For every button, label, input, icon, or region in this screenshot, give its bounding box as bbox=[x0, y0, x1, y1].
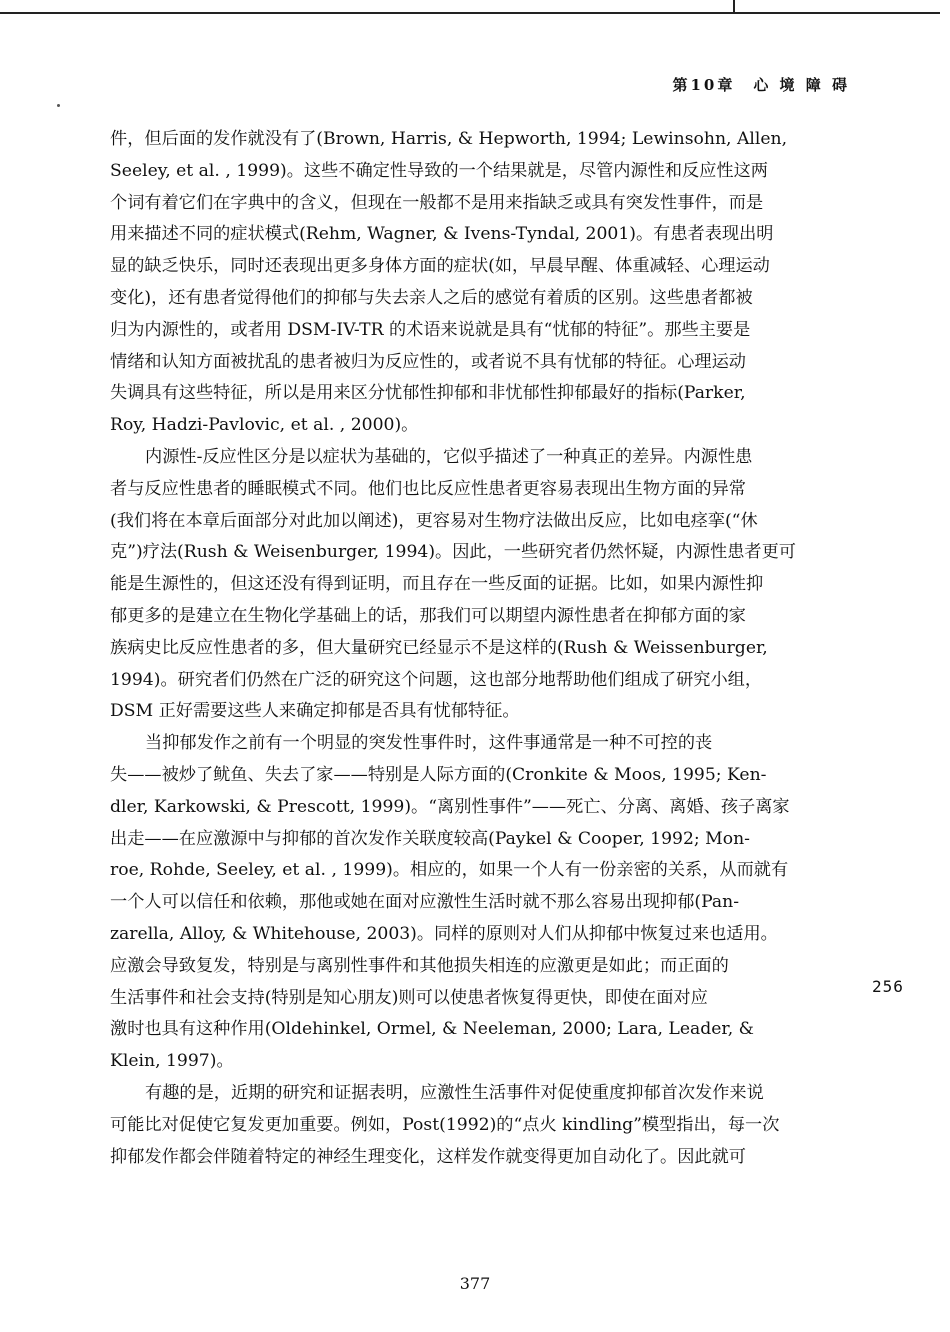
top-rule-tick bbox=[733, 0, 735, 14]
text-line: 克”)疗法(Rush & Weisenburger, 1994)。因此，一些研究者仍然怀疑，内源性患者更可 bbox=[110, 542, 796, 563]
paragraph-first-line: 有趣的是，近期的研究和证据表明，应激性生活事件对促使重度抑郁首次发作来说 bbox=[145, 1082, 764, 1103]
top-rule bbox=[0, 12, 940, 14]
body-text bbox=[110, 124, 835, 1173]
text-line: 失——被炒了鱿鱼、失去了家——特别是人际方面的(Cronkite & Moos, 1995; Ken- bbox=[110, 764, 767, 785]
text-line: 抑郁发作都会伴随着特定的神经生理变化，这样发作就变得更加自动化了。因此就可 bbox=[110, 1146, 746, 1167]
text-line: Klein, 1997)。 bbox=[110, 1051, 234, 1072]
scan-speck bbox=[57, 104, 60, 107]
text-line: 变化)，还有患者觉得他们的抑郁与失去亲人之后的感觉有着质的区别。这些患者都被 bbox=[110, 287, 753, 308]
text-line: 激时也具有这种作用(Oldehinkel, Ormel, & Neeleman, 2000; Lara, Leader, & bbox=[110, 1019, 754, 1040]
text-line: 者与反应性患者的睡眠模式不同。他们也比反应性患者更容易表现出生物方面的异常 bbox=[110, 478, 746, 499]
text-line: roe, Rohde, Seeley, et al. , 1999)。相应的，如果一个人有一份亲密的关系，从而就有 bbox=[110, 860, 789, 881]
text-line: 显的缺乏快乐，同时还表现出更多身体方面的症状(如，早晨早醒、体重减轻、心理运动 bbox=[110, 256, 770, 277]
text-line: 件，但后面的发作就没有了(Brown, Harris, & Hepworth, 1994; Lewinsohn, Allen, bbox=[110, 129, 788, 149]
text-line: 用来描述不同的症状模式(Rehm, Wagner, & Ivens-Tyndal, 2001)。有患者表现出明 bbox=[110, 224, 774, 245]
text-line: 1994)。研究者们仍然在广泛的研究这个问题，这也部分地帮助他们组成了研究小组， bbox=[110, 669, 763, 690]
text-line: 出走——在应激源中与抑郁的首次发作关联度较高(Paykel & Cooper, 1992; Mon- bbox=[110, 828, 750, 849]
text-line: 一个人可以信任和依赖，那他或她在面对应激性生活时就不那么容易出现抑郁(Pan- bbox=[110, 892, 739, 913]
text-line: Seeley, et al. , 1999)。这些不确定性导致的一个结果就是，尽管内源性和反应性这两 bbox=[110, 160, 768, 181]
text-line: 失调具有这些特征，所以是用来区分忧郁性抑郁和非忧郁性抑郁最好的指标(Parker, bbox=[110, 383, 746, 404]
text-line: Roy, Hadzi-Pavlovic, et al. , 2000)。 bbox=[110, 415, 419, 436]
text-line: DSM 正好需要这些人来确定抑郁是否具有忧郁特征。 bbox=[110, 701, 520, 722]
text-line: zarella, Alloy, & Whitehouse, 2003)。同样的原则对人们从抑郁中恢复过来也适用。 bbox=[110, 923, 778, 944]
text-line: dler, Karkowski, & Prescott, 1999)。“离别性事件”——死亡、分离、离婚、孩子离家 bbox=[110, 796, 790, 817]
text-line: 情绪和认知方面被扰乱的患者被归为反应性的，或者说不具有忧郁的特征。心理运动 bbox=[110, 351, 746, 372]
text-line: 归为内源性的，或者用 DSM-IV-TR 的术语来说就是具有“忧郁的特征”。那些主要是 bbox=[110, 319, 751, 340]
margin-page-number: 256 bbox=[872, 977, 904, 996]
text-line: 个词有着它们在字典中的含义，但现在一般都不是用来指缺乏或具有突发性事件，而是 bbox=[110, 192, 764, 213]
text-line: 可能比对促使它复发更加重要。例如，Post(1992)的“点火 kindling”模型指出，每一次 bbox=[110, 1114, 780, 1135]
text-line: 族病史比反应性患者的多，但大量研究已经显示不是这样的(Rush & Weissenburger, bbox=[110, 637, 768, 658]
text-line: 应激会导致复发，特别是与离别性事件和其他损失相连的应激更是如此；而正面的 bbox=[110, 955, 729, 976]
text-line: 生活事件和社会支持(特别是知心朋友)则可以使患者恢复得更快，即使在面对应 bbox=[110, 987, 708, 1008]
running-head: 第10章 心 境 障 碍 bbox=[672, 76, 850, 94]
text-line: (我们将在本章后面部分对此加以阐述)，更容易对生物疗法做出反应，比如电痉挛(“休 bbox=[110, 510, 758, 531]
paragraph-first-line: 当抑郁发作之前有一个明显的突发性事件时，这件事通常是一种不可控的丧 bbox=[145, 733, 713, 754]
text-line: 郁更多的是建立在生物化学基础上的话，那我们可以期望内源性患者在抑郁方面的家 bbox=[110, 605, 746, 626]
paragraph-first-line: 内源性-反应性区分是以症状为基础的，它似乎描述了一种真正的差异。内源性患 bbox=[145, 446, 753, 467]
text-line: 能是生源性的，但这还没有得到证明，而且存在一些反面的证据。比如，如果内源性抑 bbox=[110, 574, 764, 595]
page-number: 377 bbox=[459, 1274, 491, 1293]
